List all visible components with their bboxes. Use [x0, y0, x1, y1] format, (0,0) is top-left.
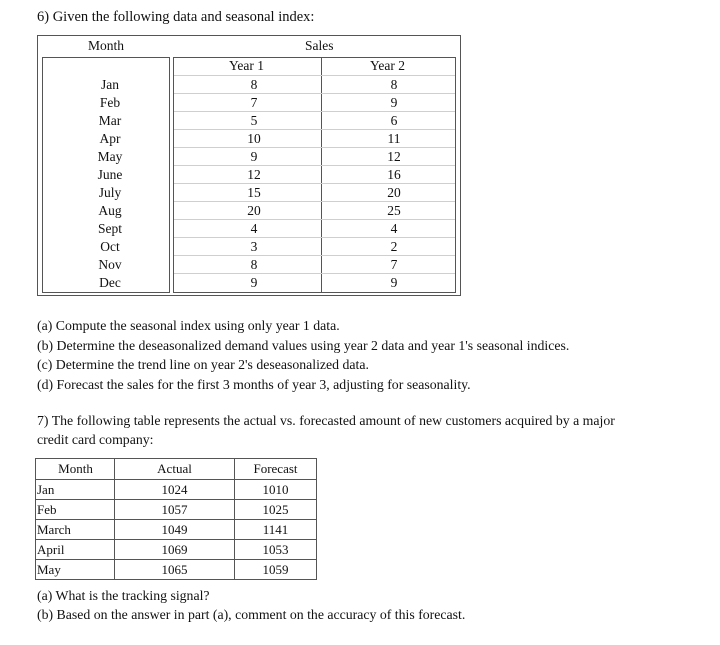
sales-year1-cell: 15 — [247, 185, 261, 200]
sales-month-cell: Apr — [99, 131, 121, 146]
sales-year1-cell: 8 — [250, 257, 258, 272]
cust-forecast-cell: 1053 — [235, 540, 317, 560]
sales-row-divider — [174, 201, 455, 202]
sales-year2-cell: 7 — [390, 257, 398, 272]
sales-year2-cell: 2 — [390, 239, 398, 254]
sales-year1-cell: 9 — [250, 275, 258, 290]
sales-year2-cell: 11 — [387, 131, 401, 146]
sales-month-cell: Mar — [98, 113, 122, 128]
cust-actual-cell: 1049 — [115, 520, 235, 540]
sales-year2-cell: 8 — [390, 77, 398, 92]
sales-row-divider — [174, 273, 455, 274]
sales-year1-cell: 20 — [247, 203, 261, 218]
sales-year1-cell: 5 — [250, 113, 258, 128]
q6-part-d: (d) Forecast the sales for the first 3 months of year 3, adjusting for seasonality. — [37, 377, 471, 392]
sales-table — [37, 35, 461, 296]
sales-row-divider — [174, 165, 455, 166]
year2-header: Year 2 — [370, 58, 406, 73]
sales-year2-cell: 6 — [390, 113, 398, 128]
sales-year1-cell: 8 — [250, 77, 258, 92]
customer-row — [36, 500, 317, 520]
cust-month-cell: April — [36, 540, 115, 560]
sales-row-divider — [174, 219, 455, 220]
question-7-title-line2: credit card company: — [37, 432, 154, 447]
sales-year1-cell: 4 — [250, 221, 258, 236]
sales-row-divider — [174, 237, 455, 238]
sales-month-cell: Nov — [98, 257, 122, 272]
cust-actual-cell: 1057 — [115, 500, 235, 520]
q7-part-b: (b) Based on the answer in part (a), comment on the accuracy of this forecast. — [37, 607, 466, 622]
sales-month-cell: May — [97, 149, 123, 164]
sales-row-divider — [174, 183, 455, 184]
sales-year1-cell: 12 — [247, 167, 261, 182]
q6-part-b: (b) Determine the deseasonalized demand values using year 2 data and year 1's seasonal indices. — [37, 338, 570, 353]
cust-forecast-header: Forecast — [235, 459, 317, 480]
sales-month-cell: June — [97, 167, 123, 182]
month-header: Month — [88, 38, 125, 53]
q7-part-a: (a) What is the tracking signal? — [37, 588, 210, 603]
sales-year2-cell: 4 — [390, 221, 398, 236]
cust-month-cell: Jan — [36, 480, 115, 500]
cust-forecast-cell: 1141 — [235, 520, 317, 540]
sales-row-divider — [174, 147, 455, 148]
sales-month-cell: Oct — [100, 239, 120, 254]
cust-actual-cell: 1065 — [115, 560, 235, 580]
sales-year1-cell: 7 — [250, 95, 258, 110]
sales-row-divider — [174, 255, 455, 256]
sales-month-cell: July — [98, 185, 122, 200]
sales-header: Sales — [305, 38, 334, 53]
question-7-title-line1: 7) The following table represents the actual vs. forecasted amount of new customers acquired by a major — [37, 413, 615, 428]
cust-forecast-cell: 1059 — [235, 560, 317, 580]
sales-month-cell: Dec — [99, 275, 121, 290]
customer-table-header — [36, 459, 317, 480]
customer-table — [35, 458, 317, 580]
sales-month-cell: Feb — [99, 95, 121, 110]
sales-row-divider — [174, 111, 455, 112]
customer-row — [36, 520, 317, 540]
sales-month-cell: Aug — [98, 203, 122, 218]
cust-month-cell: March — [36, 520, 115, 540]
sales-row-divider — [174, 93, 455, 94]
sales-year2-cell: 9 — [390, 275, 398, 290]
cust-actual-cell: 1069 — [115, 540, 235, 560]
year1-header: Year 1 — [229, 58, 265, 73]
customer-row — [36, 480, 317, 500]
cust-month-header: Month — [36, 459, 115, 480]
sales-month-cell: Sept — [97, 221, 122, 236]
cust-actual-header: Actual — [115, 459, 235, 480]
question-6-title: 6) Given the following data and seasonal index: — [37, 9, 315, 25]
sales-year1-cell: 9 — [250, 149, 258, 164]
sales-year1-cell: 10 — [247, 131, 261, 146]
sales-year1-cell: 3 — [250, 239, 258, 254]
cust-month-cell: May — [36, 560, 115, 580]
sales-year2-cell: 9 — [390, 95, 398, 110]
q6-part-a: (a) Compute the seasonal index using only year 1 data. — [37, 318, 340, 333]
sales-month-cell: Jan — [101, 77, 119, 92]
sales-row-divider — [174, 75, 455, 76]
sales-row-divider — [174, 129, 455, 130]
sales-year2-cell: 20 — [387, 185, 401, 200]
cust-forecast-cell: 1025 — [235, 500, 317, 520]
cust-forecast-cell: 1010 — [235, 480, 317, 500]
sales-year2-cell: 16 — [387, 167, 401, 182]
sales-year2-cell: 25 — [387, 203, 401, 218]
sales-year2-cell: 12 — [387, 149, 401, 164]
customer-row — [36, 540, 317, 560]
cust-actual-cell: 1024 — [115, 480, 235, 500]
cust-month-cell: Feb — [36, 500, 115, 520]
q6-part-c: (c) Determine the trend line on year 2's deseasonalized data. — [37, 357, 369, 372]
customer-row — [36, 560, 317, 580]
